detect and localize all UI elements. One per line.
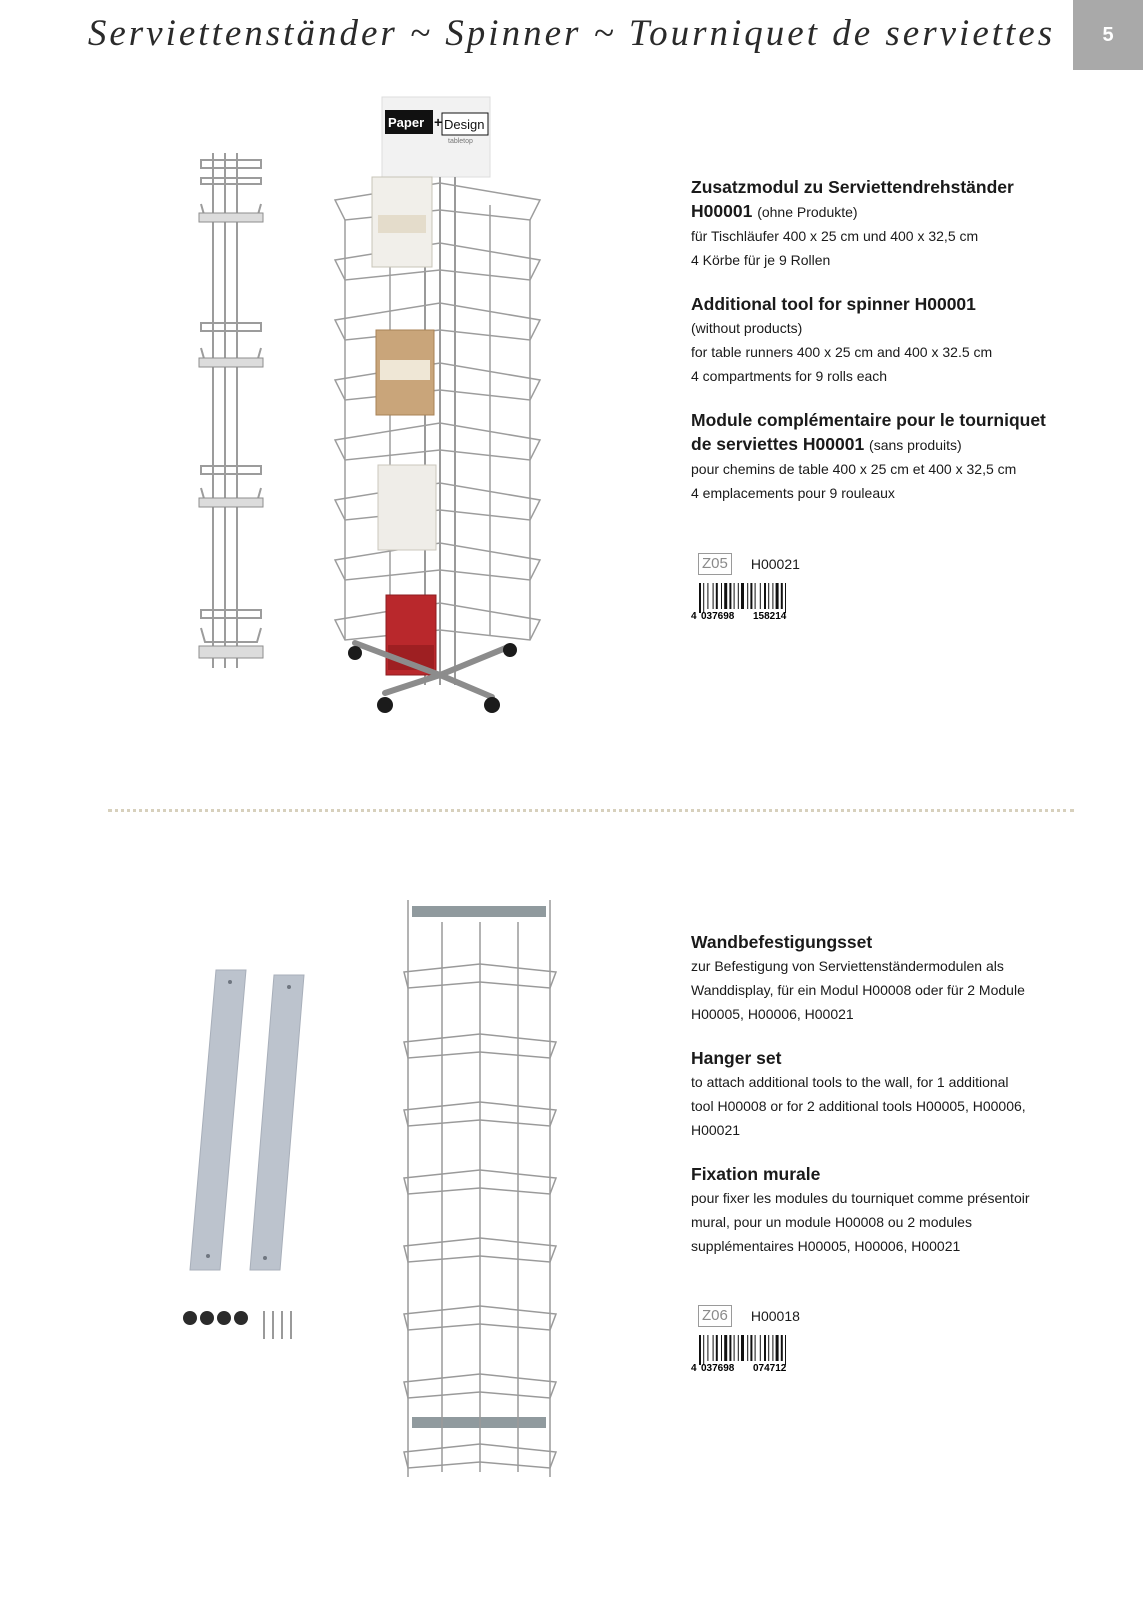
product2-article-number: H00018 [750,1308,800,1324]
product1-en-line: for table runners 400 x 25 cm and 400 x 32.5 cm [691,344,993,360]
product1-de-line: 4 Körbe für je 9 Rollen [691,252,831,268]
product2-de-line: Wanddisplay, für ein Modul H00008 oder für 2 Module [691,982,1025,998]
product1-barcode [691,583,806,621]
product1-de-line: für Tischläufer 400 x 25 cm und 400 x 32,5 cm [691,228,979,244]
section-divider [108,809,1074,812]
addon-module-image [195,148,270,678]
product2-fr-line: mural, pour un module H00008 ou 2 modules [691,1214,972,1230]
product2-barcode [691,1335,806,1373]
product1-en-line: (without products) [691,320,803,336]
product1-fr-line: pour chemins de table 400 x 25 cm et 400 x 32,5 cm [691,461,1017,477]
product2-code-row [698,1305,800,1327]
product1-barcode-first: 4 [691,611,697,621]
product2-barcode-group1: 037698 [701,1363,735,1373]
product1-fr-title-note: (sans produits) [869,437,962,453]
page-title: Serviettenständer ~ Spinner ~ Tourniquet de serviettes [87,13,1056,54]
product2-de-title: Wandbefestigungsset [691,932,873,952]
product1-de-title-note: (ohne Produkte) [757,204,858,220]
product1-barcode-group2: 158214 [753,611,787,621]
product1-de [691,175,1071,272]
product1-en-line: 4 compartments for 9 rolls each [691,368,888,384]
product1-article-number: H00021 [750,556,800,572]
product1-fr [691,408,1071,505]
product1-fr-line: 4 emplacements pour 9 rouleaux [691,485,895,501]
page-number: 5 [1073,0,1143,70]
product1-description [691,175,1071,525]
hanger-set-image [180,965,310,1350]
product2-de [691,930,1071,1026]
spinner-image [330,95,570,735]
product2-de-line: H00005, H00006, H00021 [691,1006,854,1022]
product1-fr-title-code: de serviettes H00001 [691,434,865,454]
product2-fr-title: Fixation murale [691,1164,821,1184]
product2-fr [691,1162,1071,1258]
product1-en [691,292,1071,388]
product2-en [691,1046,1071,1142]
product2-en-line: to attach additional tools to the wall, for 1 additional [691,1074,1009,1090]
product1-de-title: Zusatzmodul zu Serviettendrehständer [691,177,1014,197]
product1-code-row [698,553,800,575]
wall-module-image [402,892,562,1487]
product1-fr-title: Module complémentaire pour le tourniquet [691,410,1046,430]
product2-barcode-group2: 074712 [753,1363,787,1373]
product1-en-title: Additional tool for spinner H00001 [691,294,976,314]
sign-brand-right: Design [444,117,485,132]
svg-text:+: + [434,114,443,130]
product1-barcode-group1: 037698 [701,611,735,621]
product2-fr-line: supplémentaires H00005, H00006, H00021 [691,1238,961,1254]
sign-brand-left: Paper [388,115,425,130]
product2-en-line: tool H00008 or for 2 additional tools H00005, H00006, [691,1098,1026,1114]
product2-en-title: Hanger set [691,1048,782,1068]
sign-sub: tabletop [448,138,473,145]
product2-barcode-first: 4 [691,1363,697,1373]
product2-en-line: H00021 [691,1122,741,1138]
product2-de-line: zur Befestigung von Serviettenständermodulen als [691,958,1004,974]
product2-description [691,930,1071,1278]
product1-de-title-code: H00001 [691,201,753,221]
product2-fr-line: pour fixer les modules du tourniquet comme présentoir [691,1190,1030,1206]
product1-code-badge: Z05 [698,553,732,575]
product2-code-badge: Z06 [698,1305,732,1327]
